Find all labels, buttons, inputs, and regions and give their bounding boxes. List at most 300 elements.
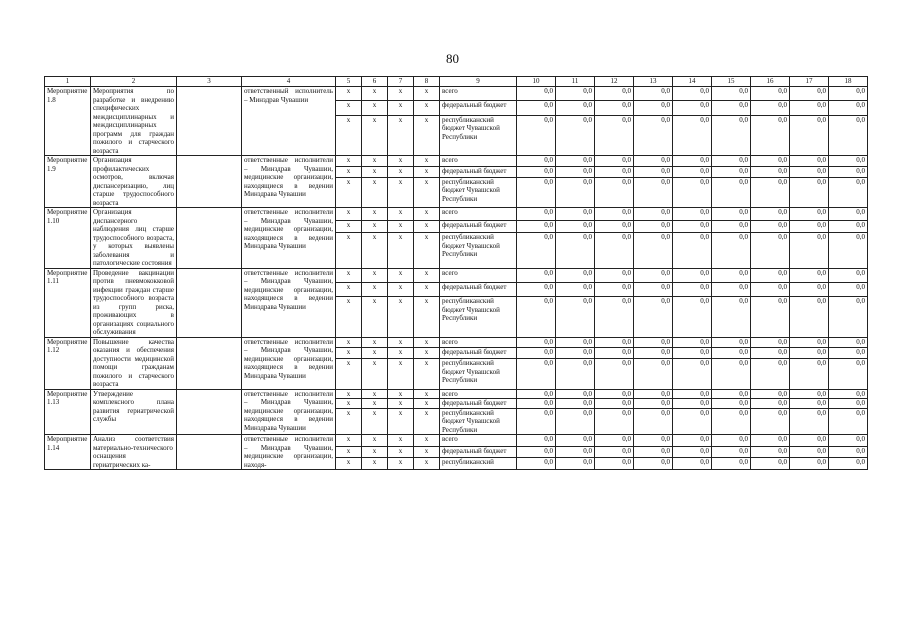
activity-code: Мероприятие 1.14 bbox=[45, 435, 91, 470]
code-mark-cell: x bbox=[362, 297, 388, 337]
column-number-cell: 10 bbox=[517, 77, 556, 87]
column-number-cell: 13 bbox=[634, 77, 673, 87]
column-number-cell: 18 bbox=[829, 77, 868, 87]
funding-value: 0,0 bbox=[595, 101, 634, 115]
funding-value: 0,0 bbox=[517, 282, 556, 296]
funding-value: 0,0 bbox=[790, 348, 829, 359]
funding-value: 0,0 bbox=[712, 359, 751, 389]
funding-value: 0,0 bbox=[829, 208, 868, 221]
funding-value: 0,0 bbox=[556, 297, 595, 337]
code-mark-cell: x bbox=[388, 87, 414, 101]
funding-source: всего bbox=[440, 435, 517, 447]
funding-value: 0,0 bbox=[829, 166, 868, 177]
code-mark-cell: x bbox=[362, 177, 388, 207]
funding-value: 0,0 bbox=[751, 359, 790, 389]
funding-value: 0,0 bbox=[517, 458, 556, 470]
activity-name: Организация профилактических осмотров, включая диспансеризацию, лиц старше трудоспособного возраста bbox=[91, 156, 177, 208]
funding-value: 0,0 bbox=[712, 408, 751, 435]
activity-code: Мероприятие 1.11 bbox=[45, 268, 91, 337]
activity-name: Анализ соответствия материально-технического оснащения гериатрических ка- bbox=[91, 435, 177, 470]
funding-source: федеральный бюджет bbox=[440, 348, 517, 359]
code-mark-cell: x bbox=[336, 115, 362, 155]
funding-value: 0,0 bbox=[829, 458, 868, 470]
code-mark-cell: x bbox=[362, 208, 388, 221]
funding-source: всего bbox=[440, 389, 517, 399]
funding-value: 0,0 bbox=[595, 446, 634, 458]
funding-value: 0,0 bbox=[673, 446, 712, 458]
funding-source: республиканский бюджет Чувашской Республики bbox=[440, 359, 517, 389]
code-mark-cell: x bbox=[336, 348, 362, 359]
funding-value: 0,0 bbox=[634, 337, 673, 348]
funding-source: республиканский бюджет Чувашской Республики bbox=[440, 115, 517, 155]
funding-value: 0,0 bbox=[517, 166, 556, 177]
funding-value: 0,0 bbox=[517, 177, 556, 207]
column-number-cell: 14 bbox=[673, 77, 712, 87]
funding-value: 0,0 bbox=[673, 101, 712, 115]
funding-value: 0,0 bbox=[595, 115, 634, 155]
code-mark-cell: x bbox=[362, 458, 388, 470]
funding-value: 0,0 bbox=[712, 435, 751, 447]
funding-value: 0,0 bbox=[634, 268, 673, 282]
funding-value: 0,0 bbox=[556, 101, 595, 115]
code-mark-cell: x bbox=[414, 435, 440, 447]
funding-value: 0,0 bbox=[751, 435, 790, 447]
funding-source: федеральный бюджет bbox=[440, 446, 517, 458]
funding-value: 0,0 bbox=[712, 87, 751, 101]
funding-value: 0,0 bbox=[751, 233, 790, 268]
funding-value: 0,0 bbox=[517, 297, 556, 337]
funding-value: 0,0 bbox=[517, 208, 556, 221]
funding-value: 0,0 bbox=[556, 166, 595, 177]
funding-source: республиканский бюджет Чувашской Республики bbox=[440, 177, 517, 207]
code-mark-cell: x bbox=[362, 399, 388, 409]
funding-value: 0,0 bbox=[751, 399, 790, 409]
funding-value: 0,0 bbox=[751, 408, 790, 435]
funding-value: 0,0 bbox=[634, 446, 673, 458]
funding-source: всего bbox=[440, 156, 517, 167]
activity-executors: ответственные исполнители – Минздрав Чувашии, медицинские организации, находящиеся в ведении Минздрава Чувашии bbox=[242, 156, 336, 208]
funding-value: 0,0 bbox=[634, 177, 673, 207]
funding-value: 0,0 bbox=[556, 233, 595, 268]
funding-value: 0,0 bbox=[751, 389, 790, 399]
code-mark-cell: x bbox=[414, 458, 440, 470]
code-mark-cell: x bbox=[336, 220, 362, 233]
funding-value: 0,0 bbox=[517, 87, 556, 101]
funding-value: 0,0 bbox=[790, 389, 829, 399]
code-mark-cell: x bbox=[388, 446, 414, 458]
code-mark-cell: x bbox=[388, 166, 414, 177]
funding-source: федеральный бюджет bbox=[440, 101, 517, 115]
funding-value: 0,0 bbox=[829, 220, 868, 233]
funding-value: 0,0 bbox=[673, 389, 712, 399]
funding-value: 0,0 bbox=[634, 282, 673, 296]
page-number: 80 bbox=[446, 51, 459, 66]
activity-code: Мероприятие 1.13 bbox=[45, 389, 91, 435]
funding-value: 0,0 bbox=[712, 282, 751, 296]
funding-value: 0,0 bbox=[790, 115, 829, 155]
activity-name: Утверждение комплексного плана развития гериатрической службы bbox=[91, 389, 177, 435]
funding-value: 0,0 bbox=[790, 87, 829, 101]
funding-value: 0,0 bbox=[790, 208, 829, 221]
funding-value: 0,0 bbox=[673, 435, 712, 447]
funding-value: 0,0 bbox=[673, 220, 712, 233]
funding-value: 0,0 bbox=[517, 233, 556, 268]
table-row bbox=[45, 87, 868, 101]
code-mark-cell: x bbox=[414, 115, 440, 155]
funding-value: 0,0 bbox=[673, 282, 712, 296]
funding-value: 0,0 bbox=[829, 101, 868, 115]
code-mark-cell: x bbox=[336, 359, 362, 389]
funding-value: 0,0 bbox=[829, 87, 868, 101]
funding-source: республиканский бюджет Чувашской Республики bbox=[440, 408, 517, 435]
funding-value: 0,0 bbox=[556, 389, 595, 399]
funding-value: 0,0 bbox=[829, 446, 868, 458]
funding-value: 0,0 bbox=[790, 297, 829, 337]
code-mark-cell: x bbox=[388, 297, 414, 337]
column-number-cell: 2 bbox=[91, 77, 177, 87]
code-mark-cell: x bbox=[336, 408, 362, 435]
funding-value: 0,0 bbox=[595, 282, 634, 296]
code-mark-cell: x bbox=[336, 233, 362, 268]
funding-source: республиканский бюджет Чувашской Республики bbox=[440, 233, 517, 268]
funding-value: 0,0 bbox=[790, 337, 829, 348]
funding-value: 0,0 bbox=[634, 408, 673, 435]
funding-value: 0,0 bbox=[712, 233, 751, 268]
code-mark-cell: x bbox=[336, 268, 362, 282]
activity-executors: ответственный исполнитель – Минздрав Чувашии bbox=[242, 87, 336, 156]
funding-value: 0,0 bbox=[829, 435, 868, 447]
funding-source: республиканский бюджет Чувашской Республики bbox=[440, 297, 517, 337]
funding-value: 0,0 bbox=[790, 220, 829, 233]
funding-value: 0,0 bbox=[829, 282, 868, 296]
funding-value: 0,0 bbox=[556, 435, 595, 447]
funding-source: всего bbox=[440, 268, 517, 282]
funding-value: 0,0 bbox=[517, 115, 556, 155]
code-mark-cell: x bbox=[388, 435, 414, 447]
code-mark-cell: x bbox=[388, 156, 414, 167]
column-number-cell: 7 bbox=[388, 77, 414, 87]
code-mark-cell: x bbox=[414, 268, 440, 282]
funding-value: 0,0 bbox=[595, 389, 634, 399]
funding-value: 0,0 bbox=[673, 87, 712, 101]
funding-value: 0,0 bbox=[673, 337, 712, 348]
code-mark-cell: x bbox=[362, 156, 388, 167]
code-mark-cell: x bbox=[362, 389, 388, 399]
funding-value: 0,0 bbox=[556, 446, 595, 458]
funding-value: 0,0 bbox=[556, 337, 595, 348]
code-mark-cell: x bbox=[336, 166, 362, 177]
funding-value: 0,0 bbox=[712, 337, 751, 348]
funding-value: 0,0 bbox=[673, 268, 712, 282]
funding-value: 0,0 bbox=[829, 348, 868, 359]
column-number-cell: 6 bbox=[362, 77, 388, 87]
responsible-column-3 bbox=[177, 268, 242, 337]
funding-value: 0,0 bbox=[673, 408, 712, 435]
code-mark-cell: x bbox=[414, 389, 440, 399]
code-mark-cell: x bbox=[414, 101, 440, 115]
table-row bbox=[45, 435, 868, 447]
funding-value: 0,0 bbox=[517, 268, 556, 282]
column-number-cell: 17 bbox=[790, 77, 829, 87]
funding-value: 0,0 bbox=[829, 268, 868, 282]
funding-value: 0,0 bbox=[595, 268, 634, 282]
code-mark-cell: x bbox=[362, 408, 388, 435]
activity-name: Повышение качества оказания и обеспечения доступности медицинской помощи гражданам пожилого и старческого возраста bbox=[91, 337, 177, 389]
funding-value: 0,0 bbox=[712, 177, 751, 207]
funding-value: 0,0 bbox=[556, 220, 595, 233]
funding-value: 0,0 bbox=[751, 282, 790, 296]
funding-value: 0,0 bbox=[556, 282, 595, 296]
funding-value: 0,0 bbox=[751, 268, 790, 282]
table-row bbox=[45, 268, 868, 282]
code-mark-cell: x bbox=[362, 348, 388, 359]
code-mark-cell: x bbox=[414, 87, 440, 101]
funding-value: 0,0 bbox=[634, 233, 673, 268]
funding-value: 0,0 bbox=[751, 446, 790, 458]
funding-value: 0,0 bbox=[556, 156, 595, 167]
table-row bbox=[45, 389, 868, 399]
code-mark-cell: x bbox=[388, 233, 414, 268]
funding-value: 0,0 bbox=[673, 297, 712, 337]
code-mark-cell: x bbox=[414, 348, 440, 359]
funding-value: 0,0 bbox=[790, 435, 829, 447]
activity-code: Мероприятие 1.12 bbox=[45, 337, 91, 389]
funding-value: 0,0 bbox=[595, 348, 634, 359]
responsible-column-3 bbox=[177, 337, 242, 389]
column-number-row bbox=[45, 77, 868, 87]
funding-value: 0,0 bbox=[634, 399, 673, 409]
code-mark-cell: x bbox=[362, 87, 388, 101]
funding-value: 0,0 bbox=[556, 359, 595, 389]
column-number-cell: 4 bbox=[242, 77, 336, 87]
activity-executors: ответственные исполнители – Минздрав Чувашии, медицинские организации, находя- bbox=[242, 435, 336, 470]
code-mark-cell: x bbox=[414, 156, 440, 167]
code-mark-cell: x bbox=[336, 435, 362, 447]
funding-value: 0,0 bbox=[595, 435, 634, 447]
activity-executors: ответственные исполнители – Минздрав Чувашии, медицинские организации, находящиеся в ведении Минздрава Чувашии bbox=[242, 208, 336, 269]
code-mark-cell: x bbox=[336, 208, 362, 221]
code-mark-cell: x bbox=[336, 389, 362, 399]
funding-value: 0,0 bbox=[595, 408, 634, 435]
funding-value: 0,0 bbox=[595, 458, 634, 470]
funding-value: 0,0 bbox=[751, 458, 790, 470]
funding-value: 0,0 bbox=[556, 348, 595, 359]
funding-value: 0,0 bbox=[517, 359, 556, 389]
column-number-cell: 3 bbox=[177, 77, 242, 87]
funding-value: 0,0 bbox=[634, 389, 673, 399]
code-mark-cell: x bbox=[414, 208, 440, 221]
budget-table bbox=[44, 76, 868, 470]
code-mark-cell: x bbox=[362, 166, 388, 177]
funding-value: 0,0 bbox=[634, 208, 673, 221]
funding-value: 0,0 bbox=[634, 156, 673, 167]
code-mark-cell: x bbox=[362, 446, 388, 458]
funding-value: 0,0 bbox=[673, 156, 712, 167]
code-mark-cell: x bbox=[388, 348, 414, 359]
code-mark-cell: x bbox=[336, 177, 362, 207]
funding-value: 0,0 bbox=[595, 208, 634, 221]
code-mark-cell: x bbox=[388, 389, 414, 399]
funding-value: 0,0 bbox=[790, 268, 829, 282]
code-mark-cell: x bbox=[388, 101, 414, 115]
responsible-column-3 bbox=[177, 389, 242, 435]
funding-value: 0,0 bbox=[634, 297, 673, 337]
funding-value: 0,0 bbox=[790, 177, 829, 207]
funding-value: 0,0 bbox=[517, 446, 556, 458]
funding-value: 0,0 bbox=[751, 208, 790, 221]
funding-source: федеральный бюджет bbox=[440, 282, 517, 296]
code-mark-cell: x bbox=[388, 458, 414, 470]
code-mark-cell: x bbox=[362, 337, 388, 348]
funding-source: федеральный бюджет bbox=[440, 399, 517, 409]
funding-source: республиканский bbox=[440, 458, 517, 470]
funding-value: 0,0 bbox=[634, 220, 673, 233]
code-mark-cell: x bbox=[414, 408, 440, 435]
funding-value: 0,0 bbox=[517, 220, 556, 233]
funding-value: 0,0 bbox=[829, 233, 868, 268]
code-mark-cell: x bbox=[388, 268, 414, 282]
code-mark-cell: x bbox=[336, 337, 362, 348]
column-number-cell: 16 bbox=[751, 77, 790, 87]
activity-code: Мероприятие 1.9 bbox=[45, 156, 91, 208]
funding-value: 0,0 bbox=[829, 408, 868, 435]
funding-value: 0,0 bbox=[712, 268, 751, 282]
funding-value: 0,0 bbox=[751, 156, 790, 167]
funding-value: 0,0 bbox=[790, 101, 829, 115]
funding-value: 0,0 bbox=[673, 115, 712, 155]
responsible-column-3 bbox=[177, 435, 242, 470]
code-mark-cell: x bbox=[362, 220, 388, 233]
responsible-column-3 bbox=[177, 208, 242, 269]
funding-value: 0,0 bbox=[829, 399, 868, 409]
funding-value: 0,0 bbox=[673, 399, 712, 409]
code-mark-cell: x bbox=[362, 435, 388, 447]
funding-value: 0,0 bbox=[673, 348, 712, 359]
activity-executors: ответственные исполнители – Минздрав Чувашии, медицинские организации, находящиеся в ведении Минздрава Чувашии bbox=[242, 337, 336, 389]
funding-value: 0,0 bbox=[829, 297, 868, 337]
funding-value: 0,0 bbox=[790, 166, 829, 177]
funding-source: всего bbox=[440, 87, 517, 101]
funding-value: 0,0 bbox=[595, 297, 634, 337]
funding-value: 0,0 bbox=[517, 156, 556, 167]
funding-value: 0,0 bbox=[673, 359, 712, 389]
funding-value: 0,0 bbox=[829, 156, 868, 167]
column-number-cell: 1 bbox=[45, 77, 91, 87]
funding-source: федеральный бюджет bbox=[440, 166, 517, 177]
funding-value: 0,0 bbox=[712, 389, 751, 399]
funding-value: 0,0 bbox=[595, 220, 634, 233]
funding-value: 0,0 bbox=[751, 101, 790, 115]
code-mark-cell: x bbox=[362, 282, 388, 296]
funding-value: 0,0 bbox=[790, 399, 829, 409]
funding-value: 0,0 bbox=[829, 115, 868, 155]
funding-value: 0,0 bbox=[712, 156, 751, 167]
code-mark-cell: x bbox=[336, 446, 362, 458]
funding-value: 0,0 bbox=[634, 166, 673, 177]
code-mark-cell: x bbox=[388, 359, 414, 389]
funding-value: 0,0 bbox=[712, 220, 751, 233]
activity-name: Проведение вакцинации против пневмококковой инфекции граждан старше трудоспособного возраста из групп риска, проживающих в организациях социального обслуживания bbox=[91, 268, 177, 337]
funding-value: 0,0 bbox=[556, 458, 595, 470]
funding-value: 0,0 bbox=[829, 177, 868, 207]
table-body bbox=[45, 77, 868, 470]
funding-value: 0,0 bbox=[673, 233, 712, 268]
funding-value: 0,0 bbox=[595, 177, 634, 207]
column-number-cell: 8 bbox=[414, 77, 440, 87]
code-mark-cell: x bbox=[388, 220, 414, 233]
code-mark-cell: x bbox=[336, 87, 362, 101]
funding-value: 0,0 bbox=[556, 208, 595, 221]
funding-value: 0,0 bbox=[517, 408, 556, 435]
funding-value: 0,0 bbox=[556, 87, 595, 101]
funding-value: 0,0 bbox=[517, 435, 556, 447]
activity-name: Организация диспансерного наблюдения лиц старше трудоспособного возраста, у которых выявлены заболевания и патологические состояния bbox=[91, 208, 177, 269]
funding-value: 0,0 bbox=[634, 435, 673, 447]
table-row bbox=[45, 156, 868, 167]
activity-executors: ответственные исполнители – Минздрав Чувашии, медицинские организации, находящиеся в ведении Минздрава Чувашии bbox=[242, 389, 336, 435]
funding-value: 0,0 bbox=[634, 458, 673, 470]
funding-value: 0,0 bbox=[751, 220, 790, 233]
funding-value: 0,0 bbox=[595, 337, 634, 348]
code-mark-cell: x bbox=[388, 115, 414, 155]
funding-value: 0,0 bbox=[634, 115, 673, 155]
code-mark-cell: x bbox=[336, 297, 362, 337]
table-row bbox=[45, 208, 868, 221]
column-number-cell: 5 bbox=[336, 77, 362, 87]
funding-value: 0,0 bbox=[712, 348, 751, 359]
funding-value: 0,0 bbox=[712, 399, 751, 409]
funding-value: 0,0 bbox=[556, 408, 595, 435]
code-mark-cell: x bbox=[388, 208, 414, 221]
column-number-cell: 12 bbox=[595, 77, 634, 87]
code-mark-cell: x bbox=[414, 337, 440, 348]
funding-value: 0,0 bbox=[634, 87, 673, 101]
funding-value: 0,0 bbox=[790, 156, 829, 167]
funding-value: 0,0 bbox=[673, 458, 712, 470]
funding-value: 0,0 bbox=[673, 166, 712, 177]
code-mark-cell: x bbox=[362, 115, 388, 155]
code-mark-cell: x bbox=[336, 399, 362, 409]
funding-value: 0,0 bbox=[556, 399, 595, 409]
funding-value: 0,0 bbox=[751, 115, 790, 155]
funding-source: всего bbox=[440, 337, 517, 348]
funding-value: 0,0 bbox=[790, 233, 829, 268]
code-mark-cell: x bbox=[362, 268, 388, 282]
funding-value: 0,0 bbox=[517, 337, 556, 348]
code-mark-cell: x bbox=[388, 282, 414, 296]
code-mark-cell: x bbox=[414, 177, 440, 207]
funding-value: 0,0 bbox=[751, 297, 790, 337]
code-mark-cell: x bbox=[414, 166, 440, 177]
funding-value: 0,0 bbox=[751, 337, 790, 348]
funding-value: 0,0 bbox=[595, 399, 634, 409]
funding-value: 0,0 bbox=[790, 359, 829, 389]
funding-value: 0,0 bbox=[556, 268, 595, 282]
funding-value: 0,0 bbox=[634, 359, 673, 389]
table-row bbox=[45, 337, 868, 348]
funding-value: 0,0 bbox=[595, 166, 634, 177]
funding-value: 0,0 bbox=[790, 282, 829, 296]
funding-value: 0,0 bbox=[790, 408, 829, 435]
column-number-cell: 15 bbox=[712, 77, 751, 87]
funding-value: 0,0 bbox=[712, 208, 751, 221]
code-mark-cell: x bbox=[414, 297, 440, 337]
funding-value: 0,0 bbox=[829, 359, 868, 389]
funding-value: 0,0 bbox=[751, 87, 790, 101]
code-mark-cell: x bbox=[388, 337, 414, 348]
funding-value: 0,0 bbox=[712, 166, 751, 177]
funding-value: 0,0 bbox=[556, 177, 595, 207]
